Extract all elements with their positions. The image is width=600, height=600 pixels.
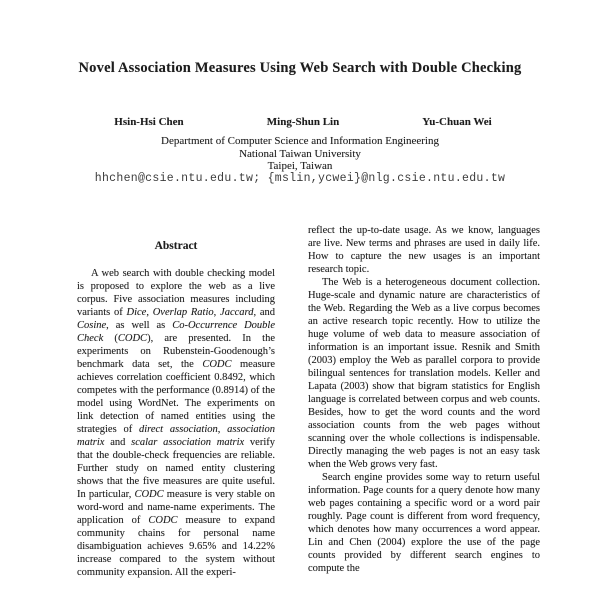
paper-title: Novel Association Measures Using Web Search with Double Checking bbox=[78, 60, 522, 76]
affiliation-city: Taipei, Taiwan bbox=[267, 160, 333, 173]
author-name-1: Hsin-Hsi Chen bbox=[114, 116, 184, 128]
intro-paragraph-1: reflect the up-to-date usage. As we know, languages are live. New terms and phrases are used in daily life. How to capture the new usages is an important research topic. bbox=[308, 225, 540, 275]
intro-paragraph-3: Search engine provides some way to return useful information. Page counts for a query denote how many web pages containing a specific word or a word pair roughly. Page count is different from word frequency, which denotes how many occurrences a word appear. Lin and Chen (2004) explore the use of the page counts provided by different search engines to compute the bbox=[308, 472, 540, 574]
author-name-2: Ming-Shun Lin bbox=[266, 116, 340, 128]
abstract-heading: Abstract bbox=[154, 240, 198, 252]
affiliation-block bbox=[0, 135, 600, 173]
affiliation-department: Department of Computer Science and Information Engineering bbox=[161, 135, 439, 147]
intro-paragraph-2: The Web is a heterogeneous document collection. Huge-scale and dynamic nature are characteristics of the Web. Regarding the Web as a live corpus becomes an active research topic recently. How to utilize the huge volume of web data to measure association of information is an important issue. Resnik and Smith (2003) employ the Web as parallel corpora to provide bilingual sentences for translation models. Keller and Lapata (2003) show that bigram statistics for English language is correlated between corpus and web counts. Besides, how to get the word counts and the word association counts from the web pages without scanning over the whole collections is indispensable. Directly managing the web pages is not an easy task when the Web grows very fast. bbox=[308, 277, 540, 470]
email-line: hhchen@csie.ntu.edu.tw; {mslin,ycwei}@nlg.csie.ntu.edu.tw bbox=[94, 172, 506, 185]
authors-row bbox=[72, 116, 534, 128]
right-column bbox=[308, 224, 540, 575]
author-name-3: Yu-Chuan Wei bbox=[422, 116, 492, 128]
abstract-text: A web search with double checking model is proposed to explore the web as a live corpus. Five association measures including variants of Dice, Overlap Ratio, Jaccard, and Cosine, as well as Co-Occurrence Double Check (CODC), are presented. In the experiments on Rubenstein-Goodenough’s benchmark data set, the CODC measure achieves correlation coefficient 0.8492, which competes with the performance (0.8914) of the model using WordNet. The experiments on link detection of named entities using the strategies of direct association, association matrix and scalar association matrix verify that the double-check frequencies are reliable. Further study on named entity clustering shows that the five measures are quite useful. In particular, CODC measure is very stable on word-word and name-name experiments. The application of CODC measure to expand community chains for personal name disambiguation achieves 9.65% and 14.22% increase compared to the system without community expansion. All the experi- bbox=[77, 268, 276, 578]
left-column bbox=[77, 240, 275, 579]
affiliation-university: National Taiwan University bbox=[239, 147, 361, 160]
